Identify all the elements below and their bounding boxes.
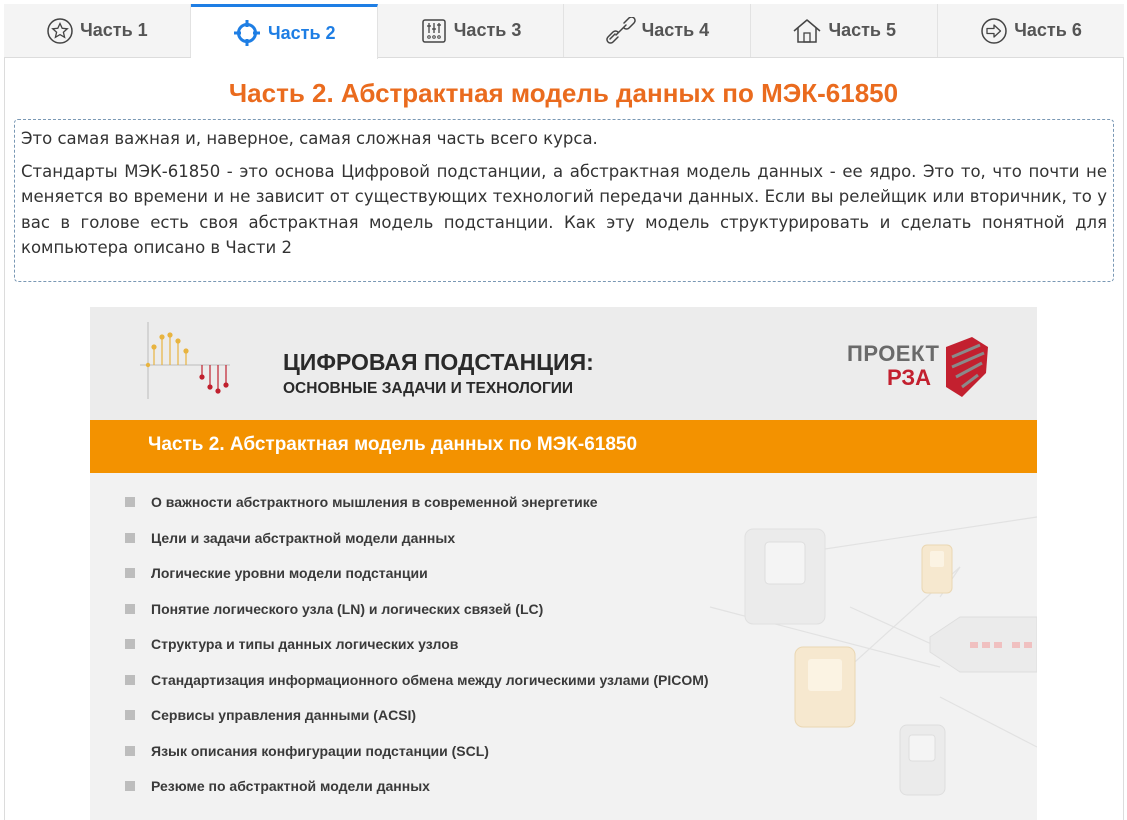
bullet-square-icon (125, 568, 135, 578)
tab-part-1[interactable] (4, 4, 191, 57)
bullet-square-icon (125, 604, 135, 614)
list-item (125, 636, 709, 672)
home-icon (792, 17, 822, 45)
banner-subtitle: ОСНОВНЫЕ ЗАДАЧИ И ТЕХНОЛОГИИ (283, 380, 574, 397)
bullet-square-icon (125, 781, 135, 791)
list-item (125, 494, 709, 530)
tab-bar (4, 4, 1124, 58)
list-item-text: Сервисы управления данными (ACSI) (151, 707, 417, 723)
course-banner (90, 307, 1037, 820)
star-icon (46, 17, 74, 45)
tab-label: Часть 1 (80, 20, 148, 40)
tab-part-3[interactable] (378, 4, 565, 57)
logo-shield-icon (90, 307, 1037, 420)
list-item (125, 565, 709, 601)
tab-label: Часть 5 (828, 20, 896, 40)
list-item-text: Понятие логического узла (LN) и логических связей (LC) (151, 600, 544, 617)
list-item-text: Резюме по абстрактной модели данных (151, 778, 430, 794)
bullet-square-icon (125, 675, 135, 685)
bullet-square-icon (125, 710, 135, 720)
banner-title: ЦИФРОВАЯ ПОДСТАНЦИЯ: (283, 349, 594, 375)
list-item-text: Логические уровни модели подстанции (151, 565, 428, 581)
tab-label: Часть 2 (267, 22, 336, 43)
logo-text: ПРОЕКТ (847, 341, 940, 366)
tab-part-5[interactable] (751, 4, 938, 57)
tab-label: Часть 6 (1014, 20, 1082, 40)
link-icon (606, 17, 636, 45)
bullet-square-icon (125, 746, 135, 756)
description-paragraph: Стандарты МЭК-61850 - это основа Цифровой подстанции, а абстрактная модель данных - ее ядро. Это то, что почти не меняется во времени и не зависит от существующих технологий передачи данных. Если вы релейщик или вторичник, то у вас в голове есть своя абстрактная модель подстанции. Как эту модель структурировать и сделать понятной для компьютера описано в Части 2 (21, 161, 1107, 257)
banner-section-bar (90, 420, 1037, 473)
page-title: Часть 2. Абстрактная модель данных по МЭК-61850 (228, 78, 899, 108)
list-item (125, 601, 709, 637)
tab-label: Часть 3 (453, 20, 522, 40)
logo-text: РЗА (887, 365, 932, 390)
bullet-square-icon (125, 639, 135, 649)
tab-part-2[interactable] (191, 4, 378, 59)
list-item-text: Язык описания конфигурации подстанции (SCL) (151, 742, 489, 759)
list-item (125, 743, 709, 779)
description-box (14, 119, 1114, 282)
list-item (125, 778, 709, 814)
tab-part-6[interactable] (938, 4, 1124, 57)
banner-section-title: Часть 2. Абстрактная модель данных по МЭК-61850 (148, 434, 638, 455)
tab-label: Часть 4 (641, 20, 710, 40)
description-paragraph: Это самая важная и, наверное, самая сложная часть всего курса. (21, 129, 598, 148)
list-item-text: Структура и типы данных логических узлов (151, 636, 459, 652)
topic-list (125, 494, 709, 814)
bullet-square-icon (125, 497, 135, 507)
list-item (125, 707, 709, 743)
list-item (125, 672, 709, 708)
list-item-text: Стандартизация информационного обмена между логическими узлами (PICOM) (151, 671, 709, 688)
list-item (125, 530, 709, 566)
tab-part-4[interactable] (564, 4, 751, 57)
arrow-right-circle-icon (980, 17, 1008, 45)
sliders-icon (420, 17, 448, 45)
bullet-square-icon (125, 533, 135, 543)
list-item-text: Цели и задачи абстрактной модели данных (151, 529, 456, 546)
list-item-text: О важности абстрактного мышления в современной энергетике (151, 494, 598, 510)
crosshair-icon (232, 18, 262, 48)
